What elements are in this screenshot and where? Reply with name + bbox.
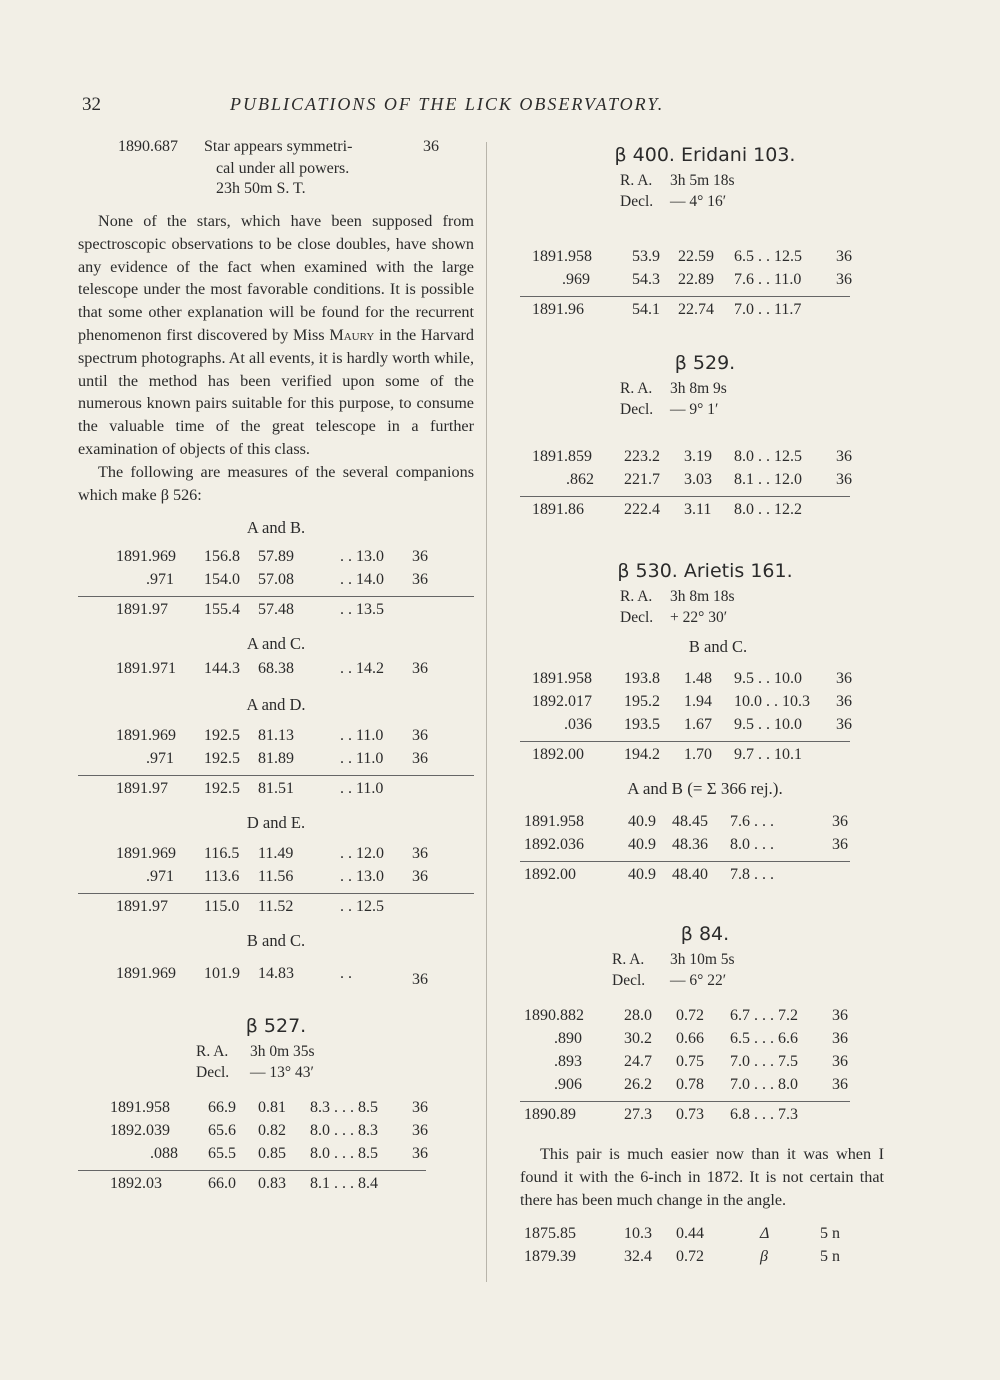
table-cell: 48.40 — [672, 866, 708, 883]
table-cell: 3h 5m 18s — [670, 172, 735, 189]
table-cell: 194.2 — [624, 746, 660, 763]
table-cell: 1891.969 — [116, 548, 176, 566]
table-cell: . . 12.0 — [340, 845, 384, 863]
paragraph-spectroscopic — [78, 210, 474, 461]
table-cell: 1892.03 — [110, 1175, 162, 1193]
table-cell: . . 11.0 — [340, 780, 384, 798]
star-heading-b400: β 400. Eridani 103. — [614, 144, 796, 166]
table-cell: 192.5 — [204, 750, 240, 768]
table-cell: 1890.882 — [524, 1007, 584, 1024]
table-cell: 36 — [412, 1145, 428, 1163]
table-cell: 1.48 — [684, 670, 712, 687]
table-cell: 0.75 — [676, 1053, 704, 1070]
table-cell: 1891.96 — [532, 301, 584, 318]
table-cell: 221.7 — [624, 471, 660, 488]
table-cell: 81.13 — [258, 727, 294, 745]
table-cell: — 6° 22′ — [670, 972, 727, 989]
table-cell: 0.72 — [676, 1007, 704, 1024]
table-cell: 9.5 . . 10.0 — [734, 670, 802, 687]
table-cell: 30.2 — [624, 1030, 652, 1047]
table-cell: 0.85 — [258, 1145, 286, 1163]
decl-line — [520, 972, 890, 993]
table-cell: .893 — [554, 1053, 582, 1070]
table-cell: .971 — [146, 868, 174, 886]
table-cell: 0.73 — [676, 1106, 704, 1123]
table-row — [520, 836, 890, 859]
mean-row — [520, 301, 890, 324]
table-cell: 222.4 — [624, 501, 660, 518]
table-cell: 3h 8m 9s — [670, 380, 727, 397]
decl-line — [520, 609, 890, 630]
table-cell: 0.44 — [676, 1225, 704, 1243]
table-cell: 5 n — [820, 1248, 840, 1266]
table-cell: 1892.039 — [110, 1122, 170, 1140]
mean-rule — [520, 1101, 850, 1102]
table-row — [78, 1099, 474, 1122]
table-cell: 6.5 . . . 6.6 — [730, 1030, 798, 1047]
table-cell: 7.0 . . 11.7 — [734, 301, 802, 318]
mean-rule — [78, 596, 474, 597]
mean-rule — [520, 496, 850, 497]
table-cell: 53.9 — [632, 248, 660, 265]
table-cell: 7.0 . . . 8.0 — [730, 1076, 798, 1093]
table-cell: 3.03 — [684, 471, 712, 488]
table-cell: 8.0 . . . — [730, 836, 774, 853]
table-cell: 8.3 . . . 8.5 — [310, 1099, 378, 1117]
table-cell: 6.7 . . . 7.2 — [730, 1007, 798, 1024]
table-cell: 3.19 — [684, 448, 712, 465]
table-cell: — 9° 1′ — [670, 401, 719, 418]
table-cell: 1891.958 — [524, 813, 584, 830]
table-cell: . . 13.0 — [340, 548, 384, 566]
mean-row — [78, 1175, 474, 1198]
mean-row — [520, 746, 890, 769]
star-heading-b527: β 527. — [245, 1015, 307, 1038]
obs-1890 — [78, 138, 474, 180]
table-cell: 3h 8m 18s — [670, 588, 735, 605]
table-cell: 1891.97 — [116, 601, 168, 619]
table-cell: 1890.89 — [524, 1106, 576, 1123]
table-row — [520, 1248, 890, 1271]
table-cell: 1891.859 — [532, 448, 592, 465]
table-cell: 36 — [412, 750, 428, 768]
table-cell: 156.8 — [204, 548, 240, 566]
table-cell: 193.8 — [624, 670, 660, 687]
table-cell: 116.5 — [204, 845, 240, 863]
table-cell: 54.1 — [632, 301, 660, 318]
table-cell: + 22° 30′ — [670, 609, 728, 626]
table-cell: 57.48 — [258, 601, 294, 619]
table-cell: 9.5 . . 10.0 — [734, 716, 802, 733]
table-cell: 57.08 — [258, 571, 294, 589]
table-cell: 36 — [832, 813, 848, 830]
table-row — [520, 471, 890, 494]
table-row — [78, 660, 474, 683]
ra-line — [520, 951, 890, 972]
table-cell: 101.9 — [204, 965, 240, 983]
table-row — [520, 670, 890, 693]
table-cell: 1891.97 — [116, 780, 168, 798]
table-cell: .971 — [146, 571, 174, 589]
table-cell: 0.83 — [258, 1175, 286, 1193]
section-title: B and C. — [246, 931, 306, 951]
table-row — [520, 271, 890, 294]
table-cell: 10.3 — [624, 1225, 652, 1243]
paragraph-b84-note: This pair is much easier now than it was when I found it with the 6-inch in 1872. It is not certain that there has been much change in the angle. — [520, 1145, 884, 1209]
table-cell: 1.67 — [684, 716, 712, 733]
mean-row — [78, 898, 474, 921]
table-cell: 6.5 . . 12.5 — [734, 248, 802, 265]
mean-rule — [78, 1170, 426, 1171]
table-cell: 36 — [412, 868, 428, 886]
table-cell: 1891.958 — [532, 248, 592, 265]
table-cell: 1891.969 — [116, 965, 176, 983]
table-cell: 1875.85 — [524, 1225, 576, 1243]
table-cell: 36 — [412, 1122, 428, 1140]
table-cell: 32.4 — [624, 1248, 652, 1266]
table-cell: 3.11 — [684, 501, 712, 518]
table-cell: 36 — [832, 836, 848, 853]
table-cell: 36 — [412, 660, 428, 678]
table-cell: 223.2 — [624, 448, 660, 465]
table-cell: R. A. — [620, 380, 653, 397]
table-row — [78, 868, 474, 891]
table-cell: 11.49 — [258, 845, 294, 863]
table-cell: 48.36 — [672, 836, 708, 853]
left-column — [78, 138, 474, 1198]
table-cell: Decl. — [620, 609, 654, 626]
table-cell: 8.0 . . 12.5 — [734, 448, 802, 465]
table-cell: R. A. — [620, 172, 653, 189]
table-cell: R. A. — [196, 1043, 229, 1061]
section-title: A and C. — [246, 634, 306, 654]
table-cell: 115.0 — [204, 898, 240, 916]
name-maury: Maury — [329, 325, 375, 344]
section-title: D and E. — [246, 813, 306, 833]
table-row — [78, 1145, 474, 1168]
table-cell: 10.0 . . 10.3 — [734, 693, 810, 710]
section-title: A and B (= Σ 366 rej.). — [627, 779, 783, 798]
table-cell: 1892.00 — [532, 746, 584, 763]
table-cell: in the Harvard spectrum photographs. At all events, it is hardly worth while, until the method has been verified upon some of the numerous known pairs suitable for this purpose, to consume the valuable time of the great telescope in a further examination of objects of this class. — [78, 325, 474, 458]
table-cell: 57.89 — [258, 548, 294, 566]
table-cell: β — [760, 1248, 768, 1266]
table-row — [78, 1122, 474, 1145]
table-cell: .088 — [150, 1145, 178, 1163]
table-cell: 54.3 — [632, 271, 660, 288]
table-cell: . . 13.0 — [340, 868, 384, 886]
mean-rule — [520, 861, 850, 862]
table-cell: 36 — [836, 448, 852, 465]
paragraph-following: The following are measures of the several companions which make β 526: — [78, 462, 474, 504]
ra-line — [520, 172, 890, 193]
table-cell: 11.52 — [258, 898, 294, 916]
table-cell: .971 — [146, 750, 174, 768]
table-cell: 81.89 — [258, 750, 294, 768]
table-row — [520, 248, 890, 271]
table-cell: 36 — [832, 1053, 848, 1070]
table-cell: 3h 0m 35s — [250, 1043, 315, 1061]
table-row — [520, 716, 890, 739]
table-row — [78, 965, 474, 1009]
decl-line — [520, 401, 890, 422]
table-cell: . . — [340, 965, 352, 983]
table-row — [78, 750, 474, 773]
table-cell: 0.82 — [258, 1122, 286, 1140]
table-cell: 9.7 . . 10.1 — [734, 746, 802, 763]
table-cell: 8.1 . . . 8.4 — [310, 1175, 378, 1193]
table-row — [520, 693, 890, 716]
table-cell: 36 — [836, 471, 852, 488]
table-cell: 36 — [423, 138, 439, 155]
ra-line — [520, 588, 890, 609]
table-cell: .906 — [554, 1076, 582, 1093]
table-cell: 36 — [412, 971, 428, 989]
mean-rule — [78, 893, 474, 894]
table-cell: R. A. — [620, 588, 653, 605]
ra-line — [78, 1043, 474, 1064]
table-cell: 1.94 — [684, 693, 712, 710]
table-cell: 66.0 — [208, 1175, 236, 1193]
table-cell: 8.0 . . . 8.3 — [310, 1122, 378, 1140]
table-cell: 1879.39 — [524, 1248, 576, 1266]
table-cell: 144.3 — [204, 660, 240, 678]
table-cell: . . 12.5 — [340, 898, 384, 916]
table-cell: 1891.958 — [532, 670, 592, 687]
table-cell: 36 — [836, 670, 852, 687]
table-cell: 36 — [412, 548, 428, 566]
table-cell: 195.2 — [624, 693, 660, 710]
mean-row — [520, 1106, 890, 1129]
table-cell: 27.3 — [624, 1106, 652, 1123]
table-cell: 0.78 — [676, 1076, 704, 1093]
table-cell: 1.70 — [684, 746, 712, 763]
page-number: 32 — [82, 94, 101, 115]
table-cell: 14.83 — [258, 965, 294, 983]
table-cell: 0.81 — [258, 1099, 286, 1117]
table-cell: 154.0 — [204, 571, 240, 589]
table-row — [78, 571, 474, 594]
table-cell: 66.9 — [208, 1099, 236, 1117]
table-row — [520, 1225, 890, 1248]
table-cell: 192.5 — [204, 727, 240, 745]
table-cell: 36 — [836, 248, 852, 265]
star-heading-b529: β 529. — [674, 352, 736, 374]
table-cell: 22.89 — [678, 271, 714, 288]
mean-row — [520, 866, 890, 889]
table-cell: 1892.036 — [524, 836, 584, 853]
table-cell: 1892.00 — [524, 866, 576, 883]
table-cell: Decl. — [612, 972, 646, 989]
decl-line — [520, 193, 890, 214]
table-cell: 1892.017 — [532, 693, 592, 710]
table-row — [520, 1053, 890, 1076]
table-cell: . . 11.0 — [340, 727, 384, 745]
table-cell: 8.0 . . 12.2 — [734, 501, 802, 518]
table-cell: .890 — [554, 1030, 582, 1047]
table-cell: 22.59 — [678, 248, 714, 265]
table-cell: 48.45 — [672, 813, 708, 830]
mean-row — [520, 501, 890, 524]
section-title: A and B. — [246, 518, 306, 538]
table-cell: 36 — [412, 571, 428, 589]
table-cell: 65.6 — [208, 1122, 236, 1140]
table-row — [78, 727, 474, 750]
table-cell: R. A. — [612, 951, 645, 968]
table-cell: 40.9 — [628, 813, 656, 830]
table-row — [520, 1030, 890, 1053]
table-cell: Decl. — [620, 193, 654, 210]
table-cell: 36 — [836, 716, 852, 733]
table-cell: 1891.969 — [116, 727, 176, 745]
table-cell: . . 14.0 — [340, 571, 384, 589]
mean-rule — [520, 296, 850, 297]
table-cell: 155.4 — [204, 601, 240, 619]
table-cell: — 13° 43′ — [250, 1064, 314, 1082]
table-cell: .036 — [564, 716, 592, 733]
table-cell: 36 — [832, 1007, 848, 1024]
table-cell: 1891.958 — [110, 1099, 170, 1117]
right-column — [520, 138, 890, 1271]
ra-line — [520, 380, 890, 401]
table-cell: 8.1 . . 12.0 — [734, 471, 802, 488]
table-row — [520, 1076, 890, 1099]
table-cell: 81.51 — [258, 780, 294, 798]
decl-line — [78, 1064, 474, 1085]
sidereal-time: 23h 50m S. T. — [216, 180, 306, 197]
table-cell: 113.6 — [204, 868, 240, 886]
star-heading-b84: β 84. — [680, 923, 730, 945]
table-cell: 26.2 — [624, 1076, 652, 1093]
table-cell: 192.5 — [204, 780, 240, 798]
table-cell: 7.6 . . . — [730, 813, 774, 830]
mean-rule — [78, 775, 474, 776]
table-cell: — 4° 16′ — [670, 193, 727, 210]
table-cell: 36 — [412, 727, 428, 745]
table-cell: 28.0 — [624, 1007, 652, 1024]
table-cell: . . 11.0 — [340, 750, 384, 768]
table-cell: . . 14.2 — [340, 660, 384, 678]
table-cell: 3h 10m 5s — [670, 951, 735, 968]
table-cell: 1891.86 — [532, 501, 584, 518]
table-cell: 5 n — [820, 1225, 840, 1243]
section-title: A and D. — [246, 695, 306, 715]
table-cell: 7.0 . . . 7.5 — [730, 1053, 798, 1070]
running-title: PUBLICATIONS OF THE LICK OBSERVATORY. — [230, 94, 665, 114]
table-cell: 0.66 — [676, 1030, 704, 1047]
table-cell: 7.8 . . . — [730, 866, 774, 883]
table-cell: 22.74 — [678, 301, 714, 318]
table-cell: 1891.971 — [116, 660, 176, 678]
table-row — [520, 448, 890, 471]
table-cell: 40.9 — [628, 836, 656, 853]
star-heading-b530: β 530. Arietis 161. — [617, 560, 793, 582]
table-cell: None of the stars, which have been supposed from spectroscopic observations to be close doubles, have shown any evidence of the fact when examined with the large telescope under the most favorable conditions. It is possible that some other explanation will be found for the recurrent phenomenon first discovered by Miss — [78, 212, 474, 344]
table-cell: 36 — [836, 693, 852, 710]
table-cell: 1890.687 — [118, 138, 178, 155]
table-cell: 36 — [832, 1030, 848, 1047]
table-cell: 7.6 . . 11.0 — [734, 271, 802, 288]
table-cell: Δ — [760, 1225, 770, 1243]
mean-row — [78, 601, 474, 624]
table-cell: 36 — [832, 1076, 848, 1093]
table-row — [520, 1007, 890, 1030]
table-cell: 0.72 — [676, 1248, 704, 1266]
table-cell: .969 — [562, 271, 590, 288]
table-cell: Decl. — [620, 401, 654, 418]
table-row — [520, 813, 890, 836]
table-cell: 8.0 . . . 8.5 — [310, 1145, 378, 1163]
mean-row — [78, 780, 474, 803]
mean-rule — [520, 741, 850, 742]
section-title: B and C. — [688, 637, 748, 656]
table-cell: 6.8 . . . 7.3 — [730, 1106, 798, 1123]
table-cell: 36 — [836, 271, 852, 288]
table-cell: 1891.97 — [116, 898, 168, 916]
table-cell: Star appears symmetri- — [204, 138, 353, 155]
table-row — [78, 548, 474, 571]
table-cell: 65.5 — [208, 1145, 236, 1163]
table-cell: 1891.969 — [116, 845, 176, 863]
table-cell: 68.38 — [258, 660, 294, 678]
table-cell: 24.7 — [624, 1053, 652, 1070]
table-cell: 11.56 — [258, 868, 294, 886]
table-cell: 40.9 — [628, 866, 656, 883]
table-cell: Decl. — [196, 1064, 230, 1082]
table-cell: 36 — [412, 1099, 428, 1117]
table-cell: . . 13.5 — [340, 601, 384, 619]
table-cell: 36 — [412, 845, 428, 863]
table-cell: cal under all powers. — [216, 160, 350, 177]
table-cell: 193.5 — [624, 716, 660, 733]
table-row — [78, 845, 474, 868]
table-cell: .862 — [566, 471, 594, 488]
column-divider — [486, 142, 487, 1282]
